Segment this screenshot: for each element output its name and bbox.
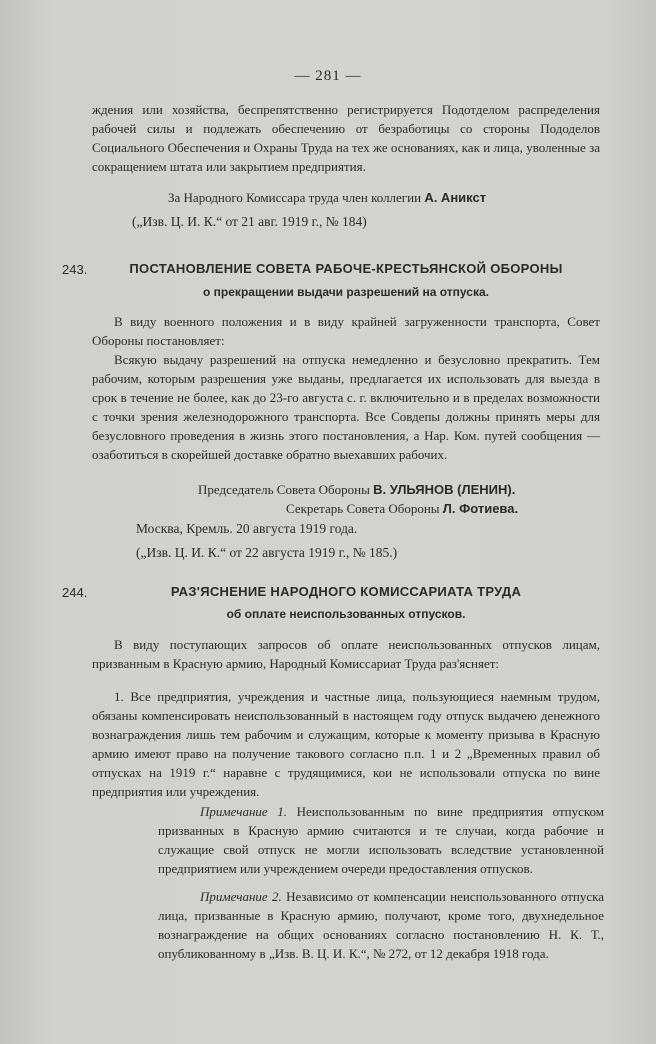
citation-184: („Изв. Ц. И. К.“ от 21 авг. 1919 г., № 184) <box>132 214 367 229</box>
paragraph-243-intro: В виду военного положения и в виду крайней загруженности транспорта, Совет Обороны постановляет: <box>92 314 600 348</box>
continuation-paragraph: ждения или хозяйства, беспрепятственно регистрируется Подотделом распределения рабочей силы и подлежать обеспечению от безработицы со стороны Пододелов Социального Обеспечения и Охраны Труда на тех же основаниях, как и лица, уволенные за сокращением штата или закрытием предприятия. <box>92 102 600 174</box>
note-label: Примечание 1. <box>200 804 288 819</box>
signature-prefix: За Народного Комиссара труда член коллегии <box>168 190 422 205</box>
note-label: Примечание 2. <box>200 889 282 904</box>
doc-number-243: 243. <box>62 262 88 277</box>
paragraph-244-item1: 1. Все предприятия, учреждения и частные лица, пользующиеся наемным трудом, обязаны компенсировать неиспользованный в настоящем году отпуск выдачею денежного вознаграждения лишь тем рабочим и служащим, которые к моменту призыва в Красную армию имеют право на получение таковогo согласно п.п. 1 и 2 „Временных правил об отпусках на 1919 г.“ наравне с трудящимися, кои не использовали отпуска по вине предприятия или учреждения. <box>92 689 600 799</box>
signature-name: В. УЛЬЯНОВ (ЛЕНИН). <box>373 482 516 497</box>
paragraph-243-body: Всякую выдачу разрешений на отпуска немедленно и безусловно прекратить. Тем рабочим, которым разрешения уже выданы, предлагается их использовать для выезда в срок в течение не более, как до 23-го августа с. г. включительно и в пределах возможности с точки зрения железнодорожного транспорта. Все Совдепы должны принять меры для безусловного проведения в жизнь этого постановления, а Нар. Ком. путей сообщения — озаботиться в скорейшей доставке обратно выехавших рабочих. <box>92 352 600 462</box>
signature-fotieva <box>286 501 518 517</box>
doc-subtitle-243: о прекращении выдачи разрешений на отпуска. <box>203 285 489 299</box>
signature-name: А. Аникст <box>424 190 487 205</box>
doc-title-244: РАЗ'ЯСНЕНИЕ НАРОДНОГО КОМИССАРИАТА ТРУДА <box>170 584 522 599</box>
place-date-243: Москва, Кремль. 20 августа 1919 года. <box>136 521 358 536</box>
citation-185: („Изв. Ц. И. К.“ от 22 августа 1919 г., № 185.) <box>136 545 398 560</box>
signature-lenin <box>198 482 515 498</box>
note-text: Неиспользованным по вине предприятия отпуском призванных в Красную армию считаются и те случаи, когда рабочие и служащие свой отпуск не могли использовать вследствие установленной предприятием или учреждением очереди предоставления отпусков. <box>158 804 604 876</box>
doc-number-244: 244. <box>62 585 88 600</box>
paragraph-244-intro: В виду поступающих запросов об оплате неиспользованных отпусков лицам, призванным в Красную армию, Народный Комиссариат Труда раз'ясняет: <box>92 637 600 671</box>
page-number: — 281 — <box>294 68 362 84</box>
doc-subtitle-244: об оплате неиспользованных отпусков. <box>226 607 466 621</box>
note-2 <box>158 887 604 963</box>
note-1 <box>158 802 604 878</box>
signature-prefix: Секретарь Совета Обороны <box>286 501 440 516</box>
signature-prefix: Председатель Совета Обороны <box>198 482 370 497</box>
doc-title-243: ПОСТАНОВЛЕНИЕ СОВЕТА РАБОЧЕ-КРЕСТЬЯНСКОЙ ОБОРОНЫ <box>129 261 563 276</box>
signature-anikst <box>168 190 486 206</box>
signature-name: Л. Фотиева. <box>442 501 519 516</box>
note-text: Независимо от компенсации неиспользованного отпуска лица, призванные в Красную армию, получают, кроме того, двухнедельное вознаграждение на общих основаниях согласно постановлению Н. К. Т., опубликованному в „Изв. В. Ц. И. К.“, № 272, от 12 декабря 1918 года. <box>158 889 604 961</box>
